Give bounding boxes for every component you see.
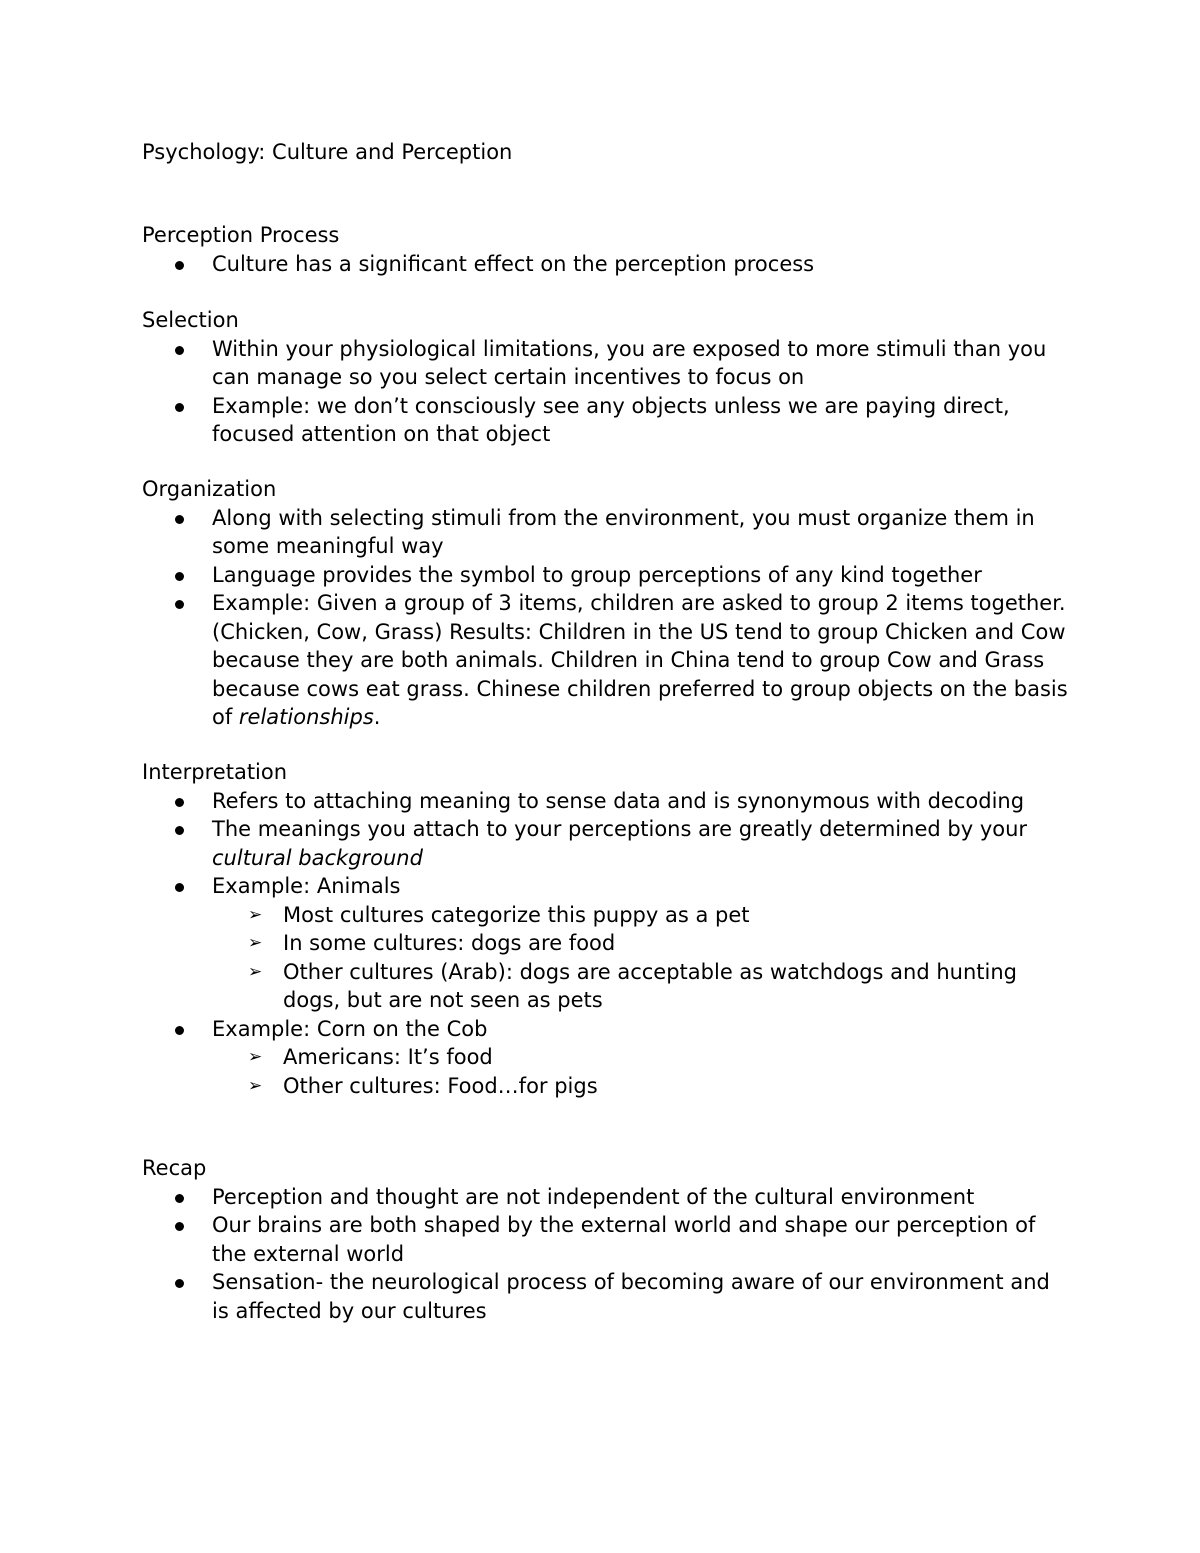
- list-item: [142, 815, 1072, 872]
- list-item-text: Refers to attaching meaning to sense data and is synonymous with decoding: [212, 788, 1025, 813]
- sub-list-item: [212, 1072, 1072, 1101]
- section-heading: Perception Process: [142, 223, 340, 247]
- list-item: [142, 504, 1072, 561]
- list-item-text: Within your physiological limitations, you are exposed to more stimuli than you can manage so you select certain incentives to focus on: [212, 336, 1047, 389]
- section-selection: [142, 306, 1072, 449]
- bullet-icon: [175, 826, 184, 835]
- bullet-icon: [175, 883, 184, 892]
- list-item: [142, 1183, 1072, 1212]
- list-item: [142, 1211, 1072, 1268]
- sub-list-item-text: Other cultures (Arab): dogs are acceptable as watchdogs and hunting dogs, but are not seen as pets: [283, 959, 1017, 1012]
- sub-list-item: [212, 958, 1072, 1015]
- bullet-icon: [175, 515, 184, 524]
- bullet-icon: [175, 1222, 184, 1231]
- list-item-text: Our brains are both shaped by the external world and shape our perception of the external world: [212, 1213, 1036, 1266]
- list-item: [142, 872, 1072, 1015]
- arrowhead-icon: ➢: [248, 1047, 263, 1067]
- bullet-list: [142, 250, 1072, 279]
- list-item-text: Example: Given a group of 3 items, children are asked to group 2 items together. (Chicken, Cow, Grass) Results: Children in the US tend to group Chicken and Cow because they are both animals. Children in China tend to group Cow and Grass because cows eat grass. Chinese children preferred to group objects on the basis of: [212, 591, 1068, 729]
- list-item-text: Culture has a significant effect on the perception process: [212, 251, 815, 276]
- arrowhead-icon: ➢: [248, 961, 263, 982]
- list-item: [142, 250, 1072, 279]
- arrowhead-icon: ➢: [248, 904, 263, 925]
- list-item-text: Language provides the symbol to group perceptions of any kind together: [212, 562, 982, 587]
- list-item-text: Perception and thought are not independent of the cultural environment: [212, 1184, 975, 1209]
- sub-bullet-list: [212, 901, 1072, 1015]
- section-heading: Recap: [142, 1156, 207, 1180]
- bullet-icon: [175, 261, 184, 270]
- sentence-end: .: [373, 705, 381, 729]
- list-item-text: Sensation- the neurological process of becoming aware of our environment and is affected by our cultures: [212, 1270, 1050, 1323]
- emphasis-text: relationships: [238, 705, 374, 729]
- section-interpretation: [142, 758, 1072, 1100]
- list-item-text: Example: Animals: [212, 874, 401, 898]
- sub-bullet-list: [212, 1043, 1072, 1100]
- sub-list-item: [212, 1043, 1072, 1072]
- list-item: [142, 561, 1072, 590]
- list-item-text: Example: Corn on the Cob: [212, 1016, 488, 1041]
- list-item: [142, 335, 1072, 392]
- sub-list-item: [212, 929, 1072, 958]
- list-item-text: The meanings you attach to your perceptions are greatly determined by your: [212, 817, 1028, 841]
- list-item: [142, 787, 1072, 816]
- sub-list-item-text: Most cultures categorize this puppy as a pet: [283, 902, 750, 927]
- section-heading: Organization: [142, 477, 277, 501]
- section-heading: Interpretation: [142, 760, 288, 784]
- list-item: [142, 589, 1072, 732]
- sub-list-item-text: In some cultures: dogs are food: [283, 931, 616, 955]
- bullet-icon: [175, 798, 184, 807]
- bullet-icon: [175, 572, 184, 581]
- list-item: [142, 1015, 1072, 1101]
- bullet-list: [142, 1183, 1072, 1326]
- bullet-icon: [175, 1026, 184, 1035]
- section-recap: [142, 1154, 1072, 1325]
- list-item: [142, 392, 1072, 449]
- document-title: Psychology: Culture and Perception: [142, 140, 513, 164]
- list-item-text: Along with selecting stimuli from the environment, you must organize them in some meaningful way: [212, 505, 1035, 558]
- sub-list-item: [212, 901, 1072, 930]
- arrowhead-icon: ➢: [248, 933, 263, 953]
- section-perception-process: [142, 221, 1072, 278]
- bullet-list: [142, 335, 1072, 449]
- section-organization: [142, 475, 1072, 732]
- bullet-list: [142, 504, 1072, 732]
- list-item: [142, 1268, 1072, 1325]
- bullet-icon: [175, 600, 184, 609]
- bullet-icon: [175, 1194, 184, 1203]
- sub-list-item-text: Other cultures: Food…for pigs: [283, 1073, 598, 1098]
- arrowhead-icon: ➢: [248, 1075, 263, 1096]
- bullet-icon: [175, 403, 184, 412]
- bullet-icon: [175, 1279, 184, 1288]
- emphasis-text: cultural background: [212, 845, 423, 870]
- bullet-icon: [175, 346, 184, 355]
- bullet-list: [142, 787, 1072, 1101]
- section-heading: Selection: [142, 308, 239, 332]
- sub-list-item-text: Americans: It’s food: [283, 1045, 493, 1069]
- list-item-text: Example: we don’t consciously see any objects unless we are paying direct, focused attention on that object: [212, 393, 1010, 446]
